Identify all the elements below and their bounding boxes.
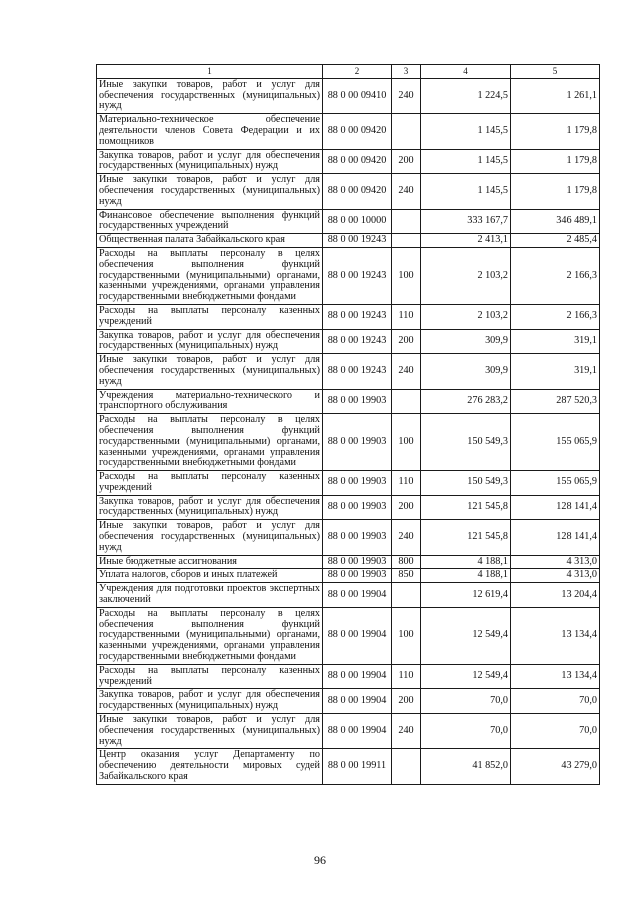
table-row xyxy=(97,414,600,471)
table-row xyxy=(97,520,600,555)
row-name: Учреждения материально-технического и транспортного обслуживания xyxy=(97,389,323,414)
row-expense-type: 850 xyxy=(392,569,421,583)
row-amount-year1: 12 619,4 xyxy=(421,583,511,608)
row-amount-year2: 2 485,4 xyxy=(511,234,600,248)
row-amount-year2: 70,0 xyxy=(511,689,600,714)
row-amount-year2: 128 141,4 xyxy=(511,495,600,520)
row-code: 88 0 00 19243 xyxy=(323,234,392,248)
row-code: 88 0 00 09410 xyxy=(323,78,392,113)
row-amount-year2: 1 179,8 xyxy=(511,114,600,149)
row-amount-year1: 70,0 xyxy=(421,714,511,749)
row-code: 88 0 00 19903 xyxy=(323,555,392,569)
table-row xyxy=(97,714,600,749)
row-name: Расходы на выплаты персоналу казенных учреждений xyxy=(97,664,323,689)
row-code: 88 0 00 19903 xyxy=(323,471,392,496)
row-expense-type: 110 xyxy=(392,304,421,329)
row-amount-year1: 41 852,0 xyxy=(421,749,511,784)
table-row xyxy=(97,749,600,784)
table-row xyxy=(97,389,600,414)
row-name: Закупка товаров, работ и услуг для обеспечения государственных (муниципальных) нужд xyxy=(97,689,323,714)
row-amount-year2: 13 204,4 xyxy=(511,583,600,608)
row-expense-type: 240 xyxy=(392,354,421,389)
row-name: Закупка товаров, работ и услуг для обеспечения государственных (муниципальных) нужд xyxy=(97,495,323,520)
row-name: Закупка товаров, работ и услуг для обеспечения государственных (муниципальных) нужд xyxy=(97,329,323,354)
row-amount-year1: 4 188,1 xyxy=(421,569,511,583)
row-amount-year1: 1 145,5 xyxy=(421,114,511,149)
row-amount-year1: 121 545,8 xyxy=(421,520,511,555)
row-name: Уплата налогов, сборов и иных платежей xyxy=(97,569,323,583)
row-amount-year1: 12 549,4 xyxy=(421,664,511,689)
row-name: Расходы на выплаты персоналу в целях обеспечения выполнения функций государственными (муниципальными) органами, казенными учреждениями, органами управления государственными внебюджетными фондами xyxy=(97,414,323,471)
table-row xyxy=(97,555,600,569)
row-amount-year2: 1 179,8 xyxy=(511,174,600,209)
row-expense-type xyxy=(392,583,421,608)
budget-table xyxy=(96,64,600,785)
row-code: 88 0 00 09420 xyxy=(323,149,392,174)
row-amount-year1: 150 549,3 xyxy=(421,414,511,471)
row-expense-type: 100 xyxy=(392,607,421,664)
row-name: Иные закупки товаров, работ и услуг для обеспечения государственных (муниципальных) нужд xyxy=(97,78,323,113)
row-amount-year1: 1 145,5 xyxy=(421,174,511,209)
row-amount-year1: 121 545,8 xyxy=(421,495,511,520)
row-amount-year1: 150 549,3 xyxy=(421,471,511,496)
row-expense-type: 240 xyxy=(392,78,421,113)
row-amount-year1: 70,0 xyxy=(421,689,511,714)
row-expense-type: 800 xyxy=(392,555,421,569)
row-expense-type xyxy=(392,209,421,234)
row-amount-year2: 2 166,3 xyxy=(511,247,600,304)
row-expense-type: 110 xyxy=(392,471,421,496)
table-row xyxy=(97,304,600,329)
row-amount-year2: 155 065,9 xyxy=(511,414,600,471)
row-expense-type xyxy=(392,234,421,248)
row-amount-year2: 2 166,3 xyxy=(511,304,600,329)
table-row xyxy=(97,569,600,583)
row-name: Общественная палата Забайкальского края xyxy=(97,234,323,248)
row-name: Закупка товаров, работ и услуг для обеспечения государственных (муниципальных) нужд xyxy=(97,149,323,174)
table-row xyxy=(97,495,600,520)
row-expense-type: 200 xyxy=(392,149,421,174)
row-name: Расходы на выплаты персоналу в целях обеспечения выполнения функций государственными (муниципальными) органами, казенными учреждениями, органами управления государственными внебюджетными фондами xyxy=(97,607,323,664)
row-code: 88 0 00 19903 xyxy=(323,495,392,520)
row-expense-type: 110 xyxy=(392,664,421,689)
row-amount-year2: 319,1 xyxy=(511,329,600,354)
row-amount-year2: 319,1 xyxy=(511,354,600,389)
row-expense-type: 100 xyxy=(392,247,421,304)
row-expense-type: 200 xyxy=(392,689,421,714)
row-name: Материально-техническое обеспечение деятельности членов Совета Федерации и их помощников xyxy=(97,114,323,149)
row-code: 88 0 00 19903 xyxy=(323,569,392,583)
row-expense-type: 240 xyxy=(392,520,421,555)
row-amount-year1: 309,9 xyxy=(421,329,511,354)
row-code: 88 0 00 19903 xyxy=(323,414,392,471)
table-row xyxy=(97,471,600,496)
table-row xyxy=(97,247,600,304)
row-amount-year1: 1 224,5 xyxy=(421,78,511,113)
row-name: Иные закупки товаров, работ и услуг для обеспечения государственных (муниципальных) нужд xyxy=(97,714,323,749)
table-row xyxy=(97,354,600,389)
row-amount-year1: 309,9 xyxy=(421,354,511,389)
row-amount-year1: 12 549,4 xyxy=(421,607,511,664)
row-amount-year1: 333 167,7 xyxy=(421,209,511,234)
row-code: 88 0 00 09420 xyxy=(323,114,392,149)
table-row xyxy=(97,234,600,248)
row-expense-type: 240 xyxy=(392,174,421,209)
table-row xyxy=(97,583,600,608)
row-code: 88 0 00 19904 xyxy=(323,583,392,608)
row-amount-year1: 1 145,5 xyxy=(421,149,511,174)
row-code: 88 0 00 19243 xyxy=(323,329,392,354)
row-amount-year1: 2 103,2 xyxy=(421,247,511,304)
row-code: 88 0 00 19243 xyxy=(323,354,392,389)
row-name: Расходы на выплаты персоналу казенных учреждений xyxy=(97,471,323,496)
row-expense-type: 200 xyxy=(392,495,421,520)
header-col-5: 5 xyxy=(511,65,600,79)
row-name: Иные закупки товаров, работ и услуг для обеспечения государственных (муниципальных) нужд xyxy=(97,174,323,209)
table-row xyxy=(97,149,600,174)
row-name: Финансовое обеспечение выполнения функций государственных учреждений xyxy=(97,209,323,234)
row-name: Расходы на выплаты персоналу казенных учреждений xyxy=(97,304,323,329)
table-row xyxy=(97,329,600,354)
header-col-1: 1 xyxy=(97,65,323,79)
row-expense-type xyxy=(392,114,421,149)
row-amount-year2: 70,0 xyxy=(511,714,600,749)
row-code: 88 0 00 19904 xyxy=(323,664,392,689)
row-amount-year2: 13 134,4 xyxy=(511,607,600,664)
row-code: 88 0 00 19911 xyxy=(323,749,392,784)
table-row xyxy=(97,689,600,714)
row-amount-year1: 2 413,1 xyxy=(421,234,511,248)
row-code: 88 0 00 19904 xyxy=(323,714,392,749)
page-number: 96 xyxy=(314,853,326,867)
table-row xyxy=(97,78,600,113)
row-amount-year2: 287 520,3 xyxy=(511,389,600,414)
row-code: 88 0 00 19904 xyxy=(323,607,392,664)
table-row xyxy=(97,114,600,149)
row-code: 88 0 00 19243 xyxy=(323,304,392,329)
row-amount-year2: 43 279,0 xyxy=(511,749,600,784)
row-name: Иные закупки товаров, работ и услуг для обеспечения государственных (муниципальных) нужд xyxy=(97,354,323,389)
row-code: 88 0 00 19903 xyxy=(323,389,392,414)
row-name: Учреждения для подготовки проектов экспертных заключений xyxy=(97,583,323,608)
row-code: 88 0 00 19903 xyxy=(323,520,392,555)
row-expense-type: 240 xyxy=(392,714,421,749)
row-amount-year1: 4 188,1 xyxy=(421,555,511,569)
row-amount-year2: 4 313,0 xyxy=(511,569,600,583)
row-expense-type xyxy=(392,389,421,414)
row-amount-year2: 346 489,1 xyxy=(511,209,600,234)
row-code: 88 0 00 19243 xyxy=(323,247,392,304)
row-name: Иные закупки товаров, работ и услуг для обеспечения государственных (муниципальных) нужд xyxy=(97,520,323,555)
row-code: 88 0 00 10000 xyxy=(323,209,392,234)
header-col-4: 4 xyxy=(421,65,511,79)
row-amount-year2: 155 065,9 xyxy=(511,471,600,496)
row-expense-type xyxy=(392,749,421,784)
row-code: 88 0 00 09420 xyxy=(323,174,392,209)
row-amount-year2: 1 179,8 xyxy=(511,149,600,174)
row-name: Иные бюджетные ассигнования xyxy=(97,555,323,569)
table-row xyxy=(97,209,600,234)
row-code: 88 0 00 19904 xyxy=(323,689,392,714)
header-row xyxy=(97,65,600,79)
header-col-3: 3 xyxy=(392,65,421,79)
row-amount-year1: 276 283,2 xyxy=(421,389,511,414)
row-name: Центр оказания услуг Департаменту по обеспечению деятельности мировых судей Забайкальского края xyxy=(97,749,323,784)
row-expense-type: 100 xyxy=(392,414,421,471)
row-amount-year2: 4 313,0 xyxy=(511,555,600,569)
row-amount-year2: 128 141,4 xyxy=(511,520,600,555)
header-col-2: 2 xyxy=(323,65,392,79)
row-name: Расходы на выплаты персоналу в целях обеспечения выполнения функций государственными (муниципальными) органами, казенными учреждениями, органами управления государственными внебюджетными фондами xyxy=(97,247,323,304)
row-expense-type: 200 xyxy=(392,329,421,354)
table-row xyxy=(97,664,600,689)
table-row xyxy=(97,174,600,209)
row-amount-year2: 13 134,4 xyxy=(511,664,600,689)
row-amount-year1: 2 103,2 xyxy=(421,304,511,329)
table-row xyxy=(97,607,600,664)
row-amount-year2: 1 261,1 xyxy=(511,78,600,113)
